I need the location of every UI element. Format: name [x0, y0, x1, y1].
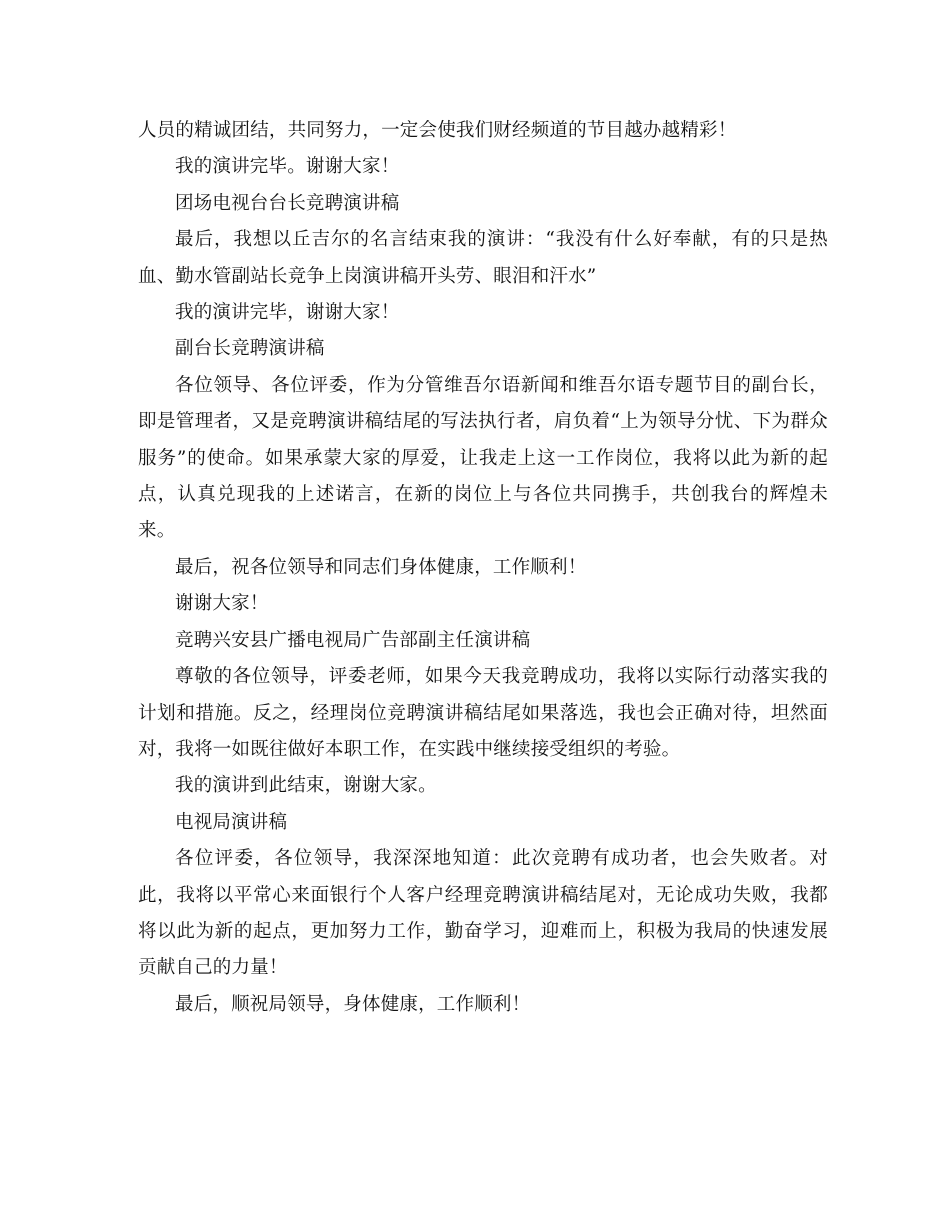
document-body [138, 113, 828, 1023]
section-heading-4: 电视局演讲稿 [175, 811, 288, 833]
paragraph-8: 尊敬的各位领导，评委老师，如果今天我竞聘成功，我将以实际行动落实我的计划和措施。反之，经理岗位竞聘演讲稿结尾如果落选，我也会正确对待，坦然面对，我将一如既往做好本职工作，在实践中继续接受组织的考验。 [138, 666, 828, 760]
paragraph-10: 各位评委，各位领导，我深深地知道：此次竞聘有成功者，也会失败者。对此，我将以平常心来面银行个人客户经理竞聘演讲稿结尾对，无论成功失败，我都将以此为新的起点，更加努力工作，勤奋学习，迎难而上，积极为我局的快速发展贡献自己的力量！ [138, 848, 828, 979]
paragraph-11: 最后，顺祝局领导，身体健康，工作顺利！ [175, 993, 531, 1015]
paragraph-3: 最后，我想以丘吉尔的名言结束我的演讲：“我没有什么好奉献，有的只是热血、勤水管副站长竞争上岗演讲稿开头劳、眼泪和汗水” [138, 229, 828, 287]
paragraph-6: 最后，祝各位领导和同志们身体健康，工作顺利！ [175, 556, 587, 578]
section-heading-2: 副台长竞聘演讲稿 [175, 338, 325, 360]
paragraph-4: 我的演讲完毕，谢谢大家！ [175, 302, 400, 324]
section-heading-1: 团场电视台台长竞聘演讲稿 [175, 192, 400, 214]
section-heading-3: 竞聘兴安县广播电视局广告部副主任演讲稿 [175, 629, 531, 651]
paragraph-1: 人员的精诚团结，共同努力，一定会使我们财经频道的节目越办越精彩！ [138, 120, 737, 141]
paragraph-7: 谢谢大家！ [175, 593, 269, 615]
paragraph-2: 我的演讲完毕。谢谢大家！ [175, 156, 400, 178]
paragraph-5: 各位领导、各位评委，作为分管维吾尔语新闻和维吾尔语专题节目的副台长，即是管理者，又是竞聘演讲稿结尾的写法执行者，肩负着“上为领导分忧、下为群众服务”的使命。如果承蒙大家的厚爱，让我走上这一工作岗位，我将以此为新的起点，认真兑现我的上述诺言，在新的岗位上与各位共同携手，共创我台的辉煌未来。 [138, 374, 828, 542]
paragraph-9: 我的演讲到此结束，谢谢大家。 [175, 775, 437, 797]
